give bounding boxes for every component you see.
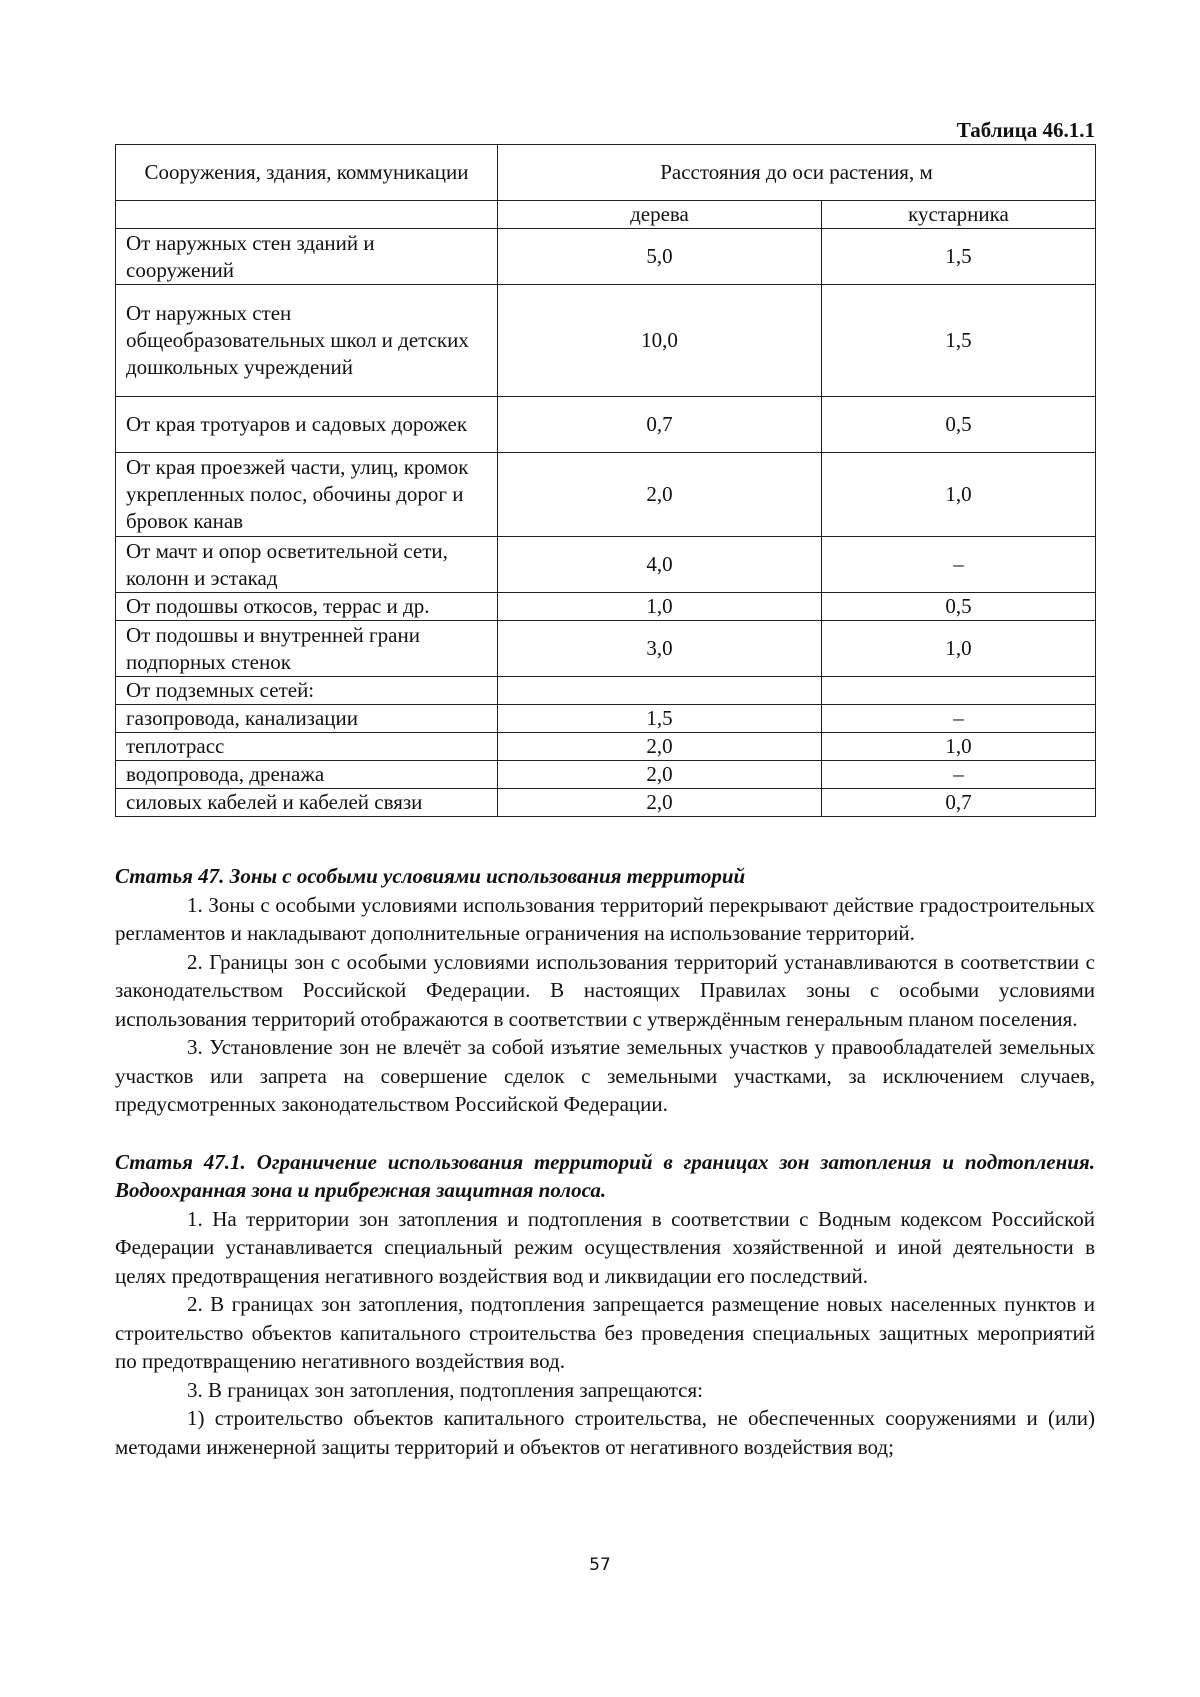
- table-row: [116, 677, 1096, 705]
- shrub-value: 1,0: [822, 733, 1096, 761]
- tree-value: 4,0: [498, 537, 822, 593]
- article-47-1-paragraph-3: 3. В границах зон затопления, подтопления запрещаются:: [187, 1377, 703, 1402]
- shrub-value: [822, 677, 1096, 705]
- tree-value: 3,0: [498, 621, 822, 677]
- page-number: 57: [589, 1555, 611, 1575]
- tree-value: 1,0: [498, 593, 822, 621]
- row-label: От подошвы откосов, террас и др.: [116, 593, 498, 621]
- row-label: От мачт и опор осветительной сети, колонн и эстакад: [116, 537, 498, 593]
- row-label: водопровода, дренажа: [116, 761, 498, 789]
- row-label: силовых кабелей и кабелей связи: [116, 789, 498, 817]
- shrub-value: 0,7: [822, 789, 1096, 817]
- row-label: От края тротуаров и садовых дорожек: [116, 397, 498, 453]
- tree-value: 2,0: [498, 733, 822, 761]
- table-header-row: [116, 145, 1096, 201]
- shrub-value: 0,5: [822, 593, 1096, 621]
- shrub-value: 0,5: [822, 397, 1096, 453]
- header-tree: дерева: [498, 201, 822, 229]
- article-47-1-paragraph-2: 2. В границах зон затопления, подтопления запрещается размещение новых населенных пунктов и строительство объектов капитального строительства без проведения специальных защитных мероприятий по предотвращению негативного воздействия вод.: [115, 1292, 1095, 1373]
- table-caption: Таблица 46.1.1: [956, 118, 1095, 142]
- tree-value: [498, 677, 822, 705]
- row-label: От подошвы и внутренней грани подпорных стенок: [116, 621, 498, 677]
- article-47-1-heading: Статья 47.1. Ограничение использования территорий в границах зон затопления и подтопления. Водоохранная зона и прибрежная защитная полоса.: [115, 1149, 1095, 1202]
- table-row: [116, 453, 1096, 537]
- table-row: [116, 229, 1096, 285]
- tree-value: 0,7: [498, 397, 822, 453]
- article-47-heading: Статья 47. Зоны с особыми условиями использования территорий: [115, 864, 746, 888]
- table-row: [116, 705, 1096, 733]
- header-empty-cell: [116, 201, 498, 229]
- shrub-value: 1,5: [822, 285, 1096, 397]
- table-row: [116, 789, 1096, 817]
- shrub-value: 1,0: [822, 453, 1096, 537]
- article-47-paragraph-1: 1. Зоны с особыми условиями использования территорий перекрывают действие градостроительных регламентов и накладывают дополнительные ограничения на использование территорий.: [115, 892, 1095, 945]
- table-row: [116, 761, 1096, 789]
- tree-value: 5,0: [498, 229, 822, 285]
- header-structures: Сооружения, здания, коммуникации: [116, 145, 498, 201]
- document-body: [115, 862, 1095, 1461]
- tree-value: 2,0: [498, 789, 822, 817]
- tree-value: 10,0: [498, 285, 822, 397]
- table-row: [116, 621, 1096, 677]
- table-row: [116, 537, 1096, 593]
- shrub-value: 1,5: [822, 229, 1096, 285]
- shrub-value: 1,0: [822, 621, 1096, 677]
- header-shrub: кустарника: [822, 201, 1096, 229]
- table-row: [116, 285, 1096, 397]
- table-row: [116, 733, 1096, 761]
- table-subheader-row: [116, 201, 1096, 229]
- article-47-paragraph-2: 2. Границы зон с особыми условиями использования территорий устанавливаются в соответствии с законодательством Российской Федерации. В настоящих Правилах зоны с особыми условиями использования территорий отображаются в соответствии с утверждённым генеральным планом поселения.: [115, 949, 1095, 1031]
- shrub-value: –: [822, 705, 1096, 733]
- header-distances: Расстояния до оси растения, м: [498, 145, 1096, 201]
- row-label: теплотрасс: [116, 733, 498, 761]
- table-row: [116, 397, 1096, 453]
- article-47-1-paragraph-4: 1) строительство объектов капитального строительства, не обеспеченных сооружениями и (или) методами инженерной защиты территорий и объектов от негативного воздействия вод;: [115, 1406, 1095, 1459]
- shrub-value: –: [822, 761, 1096, 789]
- row-label: От наружных стен общеобразовательных школ и детских дошкольных учреждений: [116, 285, 498, 397]
- row-label: От подземных сетей:: [116, 677, 498, 705]
- row-label: газопровода, канализации: [116, 705, 498, 733]
- shrub-value: –: [822, 537, 1096, 593]
- distance-table: [115, 144, 1096, 817]
- row-label: От края проезжей части, улиц, кромок укрепленных полос, обочины дорог и бровок канав: [116, 453, 498, 537]
- tree-value: 1,5: [498, 705, 822, 733]
- tree-value: 2,0: [498, 761, 822, 789]
- table-row: [116, 593, 1096, 621]
- tree-value: 2,0: [498, 453, 822, 537]
- article-47-1-paragraph-1: 1. На территории зон затопления и подтопления в соответствии с Водным кодексом Российской Федерации устанавливается специальный режим осуществления хозяйственной и иной деятельности в целях предотвращения негативного воздействия вод и ликвидации его последствий.: [115, 1206, 1095, 1288]
- row-label: От наружных стен зданий и сооружений: [116, 229, 498, 285]
- article-47-paragraph-3: 3. Установление зон не влечёт за собой изъятие земельных участков у правообладателей земельных участков или запрета на совершение сделок с земельными участками, за исключением случаев, предусмотренных законодательством Российской Федерации.: [115, 1035, 1095, 1116]
